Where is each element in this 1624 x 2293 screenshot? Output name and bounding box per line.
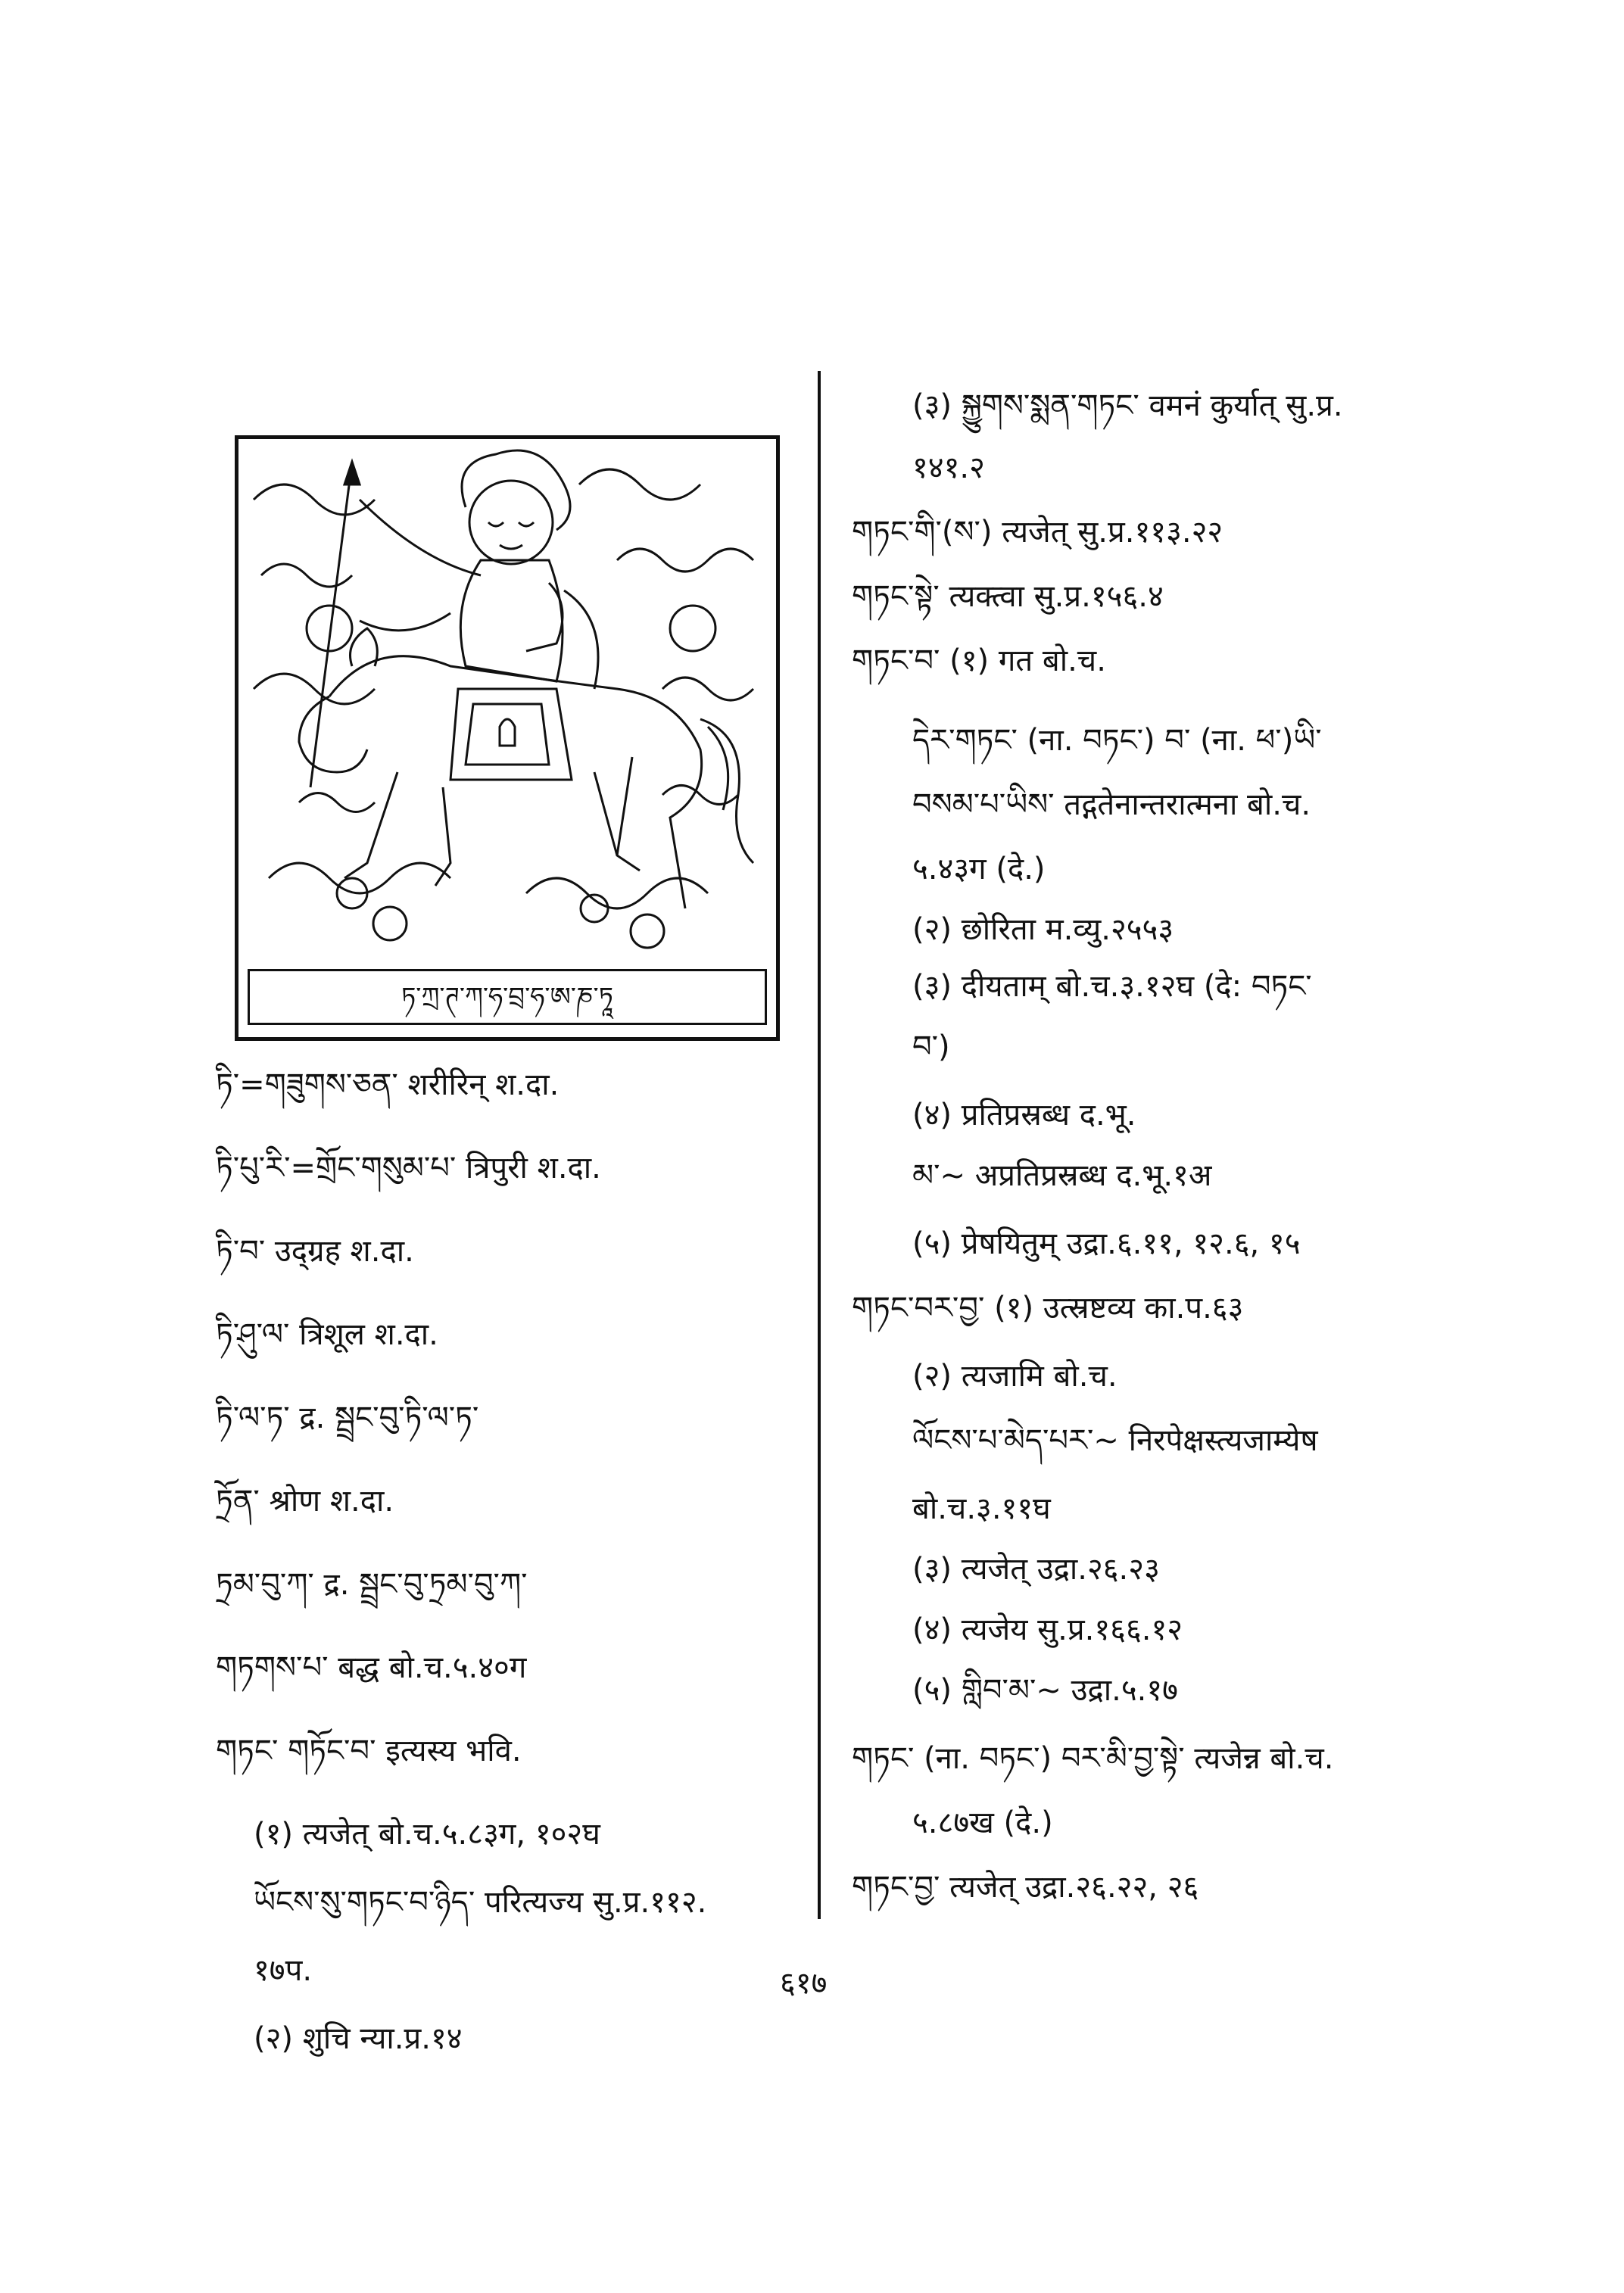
entry-tiba: ཏི་བ་ उद्ग्रह श.दा. bbox=[216, 1234, 414, 1269]
entry-gtangba-sense-3-cont: བ་) bbox=[912, 1030, 950, 1064]
entry-gtangba-sense-3: (३) दीयताम् बो.च.३.१२घ (दे: བཏང་ bbox=[912, 969, 1312, 1004]
entry-dergtang: དེར་གཏང་ (ना. བཏང་) བ་ (ना. ཕ་)ཡི་ bbox=[912, 723, 1322, 758]
entry-gtangba: གཏང་བ་ (१) गत बो.च. bbox=[852, 643, 1106, 678]
entry-gtang: གཏང་ གཏོང་བ་ इत्यस्य भवि. bbox=[216, 1734, 522, 1768]
entry-longspa-ref: बो.च.३.११घ bbox=[912, 1491, 1051, 1526]
entry-gtangbarbya-sense-4: (४) त्यजेय सु.प्र.१६६.१२ bbox=[912, 1612, 1183, 1647]
entry-tipuri: ཏི་པུ་རི་=གྲོང་གསུམ་པ་ त्रिपुरी श.दा. bbox=[216, 1151, 601, 1185]
entry-gtang-barmibya-ref: ५.८७ख (दे.) bbox=[912, 1805, 1053, 1840]
page-number: ६१७ bbox=[780, 1966, 828, 2001]
entry-skyugs-cont: १४१.२ bbox=[912, 450, 985, 485]
entry-gtangste: གཏང་སྟེ་ त्यक्त्वा सु.प्र.१५६.४ bbox=[852, 579, 1164, 614]
entry-ti: ཏི་=གཟུགས་ཅན་ शरीरिन् श.दा. bbox=[216, 1067, 560, 1102]
entry-gtagspa: གཏགས་པ་ बद्ध बो.च.५.४०ग bbox=[216, 1650, 527, 1685]
entry-tishula: ཏི་ཤུ་ལ་ त्रिशूल श.दा. bbox=[216, 1317, 438, 1352]
entry-tron: ཏྲོན་ श्रोण श.दा. bbox=[216, 1484, 394, 1519]
figure-caption: ཏ་ཀྲ་ཊ་ཀ་ཧ་བྲ་ཧ་ཨ་ཎ་ཏཱ bbox=[248, 969, 767, 1025]
woodblock-figure bbox=[235, 435, 780, 1041]
entry-gtangba-sense-4: (४) प्रतिप्रस्रब्ध द.भू. bbox=[912, 1098, 1136, 1132]
entry-gtangbarbya: གཏང་བར་བྱ་ (१) उत्स्रष्टव्य का.प.६३ bbox=[852, 1291, 1244, 1326]
entry-gtangbarbya-sense-5: (५) གླིབ་མ་~ उद्रा.५.१७ bbox=[912, 1673, 1178, 1708]
entry-tilata: ཏི་ལ་ཏ་ द्र. སྦྲང་བུ་ཏི་ལ་ཏ་ bbox=[216, 1400, 479, 1435]
entry-skyugs: (३) སྐྱུགས་སྨན་གཏང་ वमनं कुर्यात् सु.प्र. bbox=[912, 388, 1343, 423]
entry-gtangbya: གཏང་བྱ་ त्यजेत् उद्रा.२६.२२, २६ bbox=[852, 1870, 1199, 1905]
entry-dergtang-ref: ५.४३ग (दे.) bbox=[912, 852, 1046, 886]
entry-gtanggi: གཏང་གི་(ས་) त्यजेत् सु.प्र.११३.२२ bbox=[852, 515, 1223, 550]
entry-gtang-sense-1: (१) त्यजेत् बो.च.५.८३ग, १०२घ bbox=[254, 1817, 600, 1852]
entry-gtang-sense-2: (२) शुचि न्या.प्र.१४ bbox=[254, 2021, 463, 2056]
entry-gtangbarbya-sense-3: (३) त्यजेत् उद्रा.२६.२३ bbox=[912, 1552, 1160, 1587]
entry-longspa: ལོངས་པ་མེད་པར་~ निरपेक्षस्त्यजाम्येष bbox=[912, 1423, 1318, 1458]
entry-gtangba-sense-5: (५) प्रेषयितुम् उद्रा.६.११, १२.६, १५ bbox=[912, 1226, 1301, 1261]
entry-gtangba-negation: མ་~ अप्रतिप्रस्रब्ध द.भू.१अ bbox=[912, 1158, 1212, 1193]
entry-gtangba-sense-2: (२) छोरिता म.व्यु.२५५३ bbox=[912, 912, 1174, 947]
entry-gtang-example: ཡོངས་སུ་གཏང་བ་ཉིད་ परित्यज्य सु.प्र.११२. bbox=[254, 1885, 707, 1920]
entry-gtangbarbya-sense-2: (२) त्यजामि बो.च. bbox=[912, 1359, 1117, 1394]
entry-gtang-example-cont: १७प. bbox=[254, 1953, 313, 1988]
column-divider bbox=[818, 371, 821, 1919]
entry-dergtang-cont: བསམ་པ་ཡིས་ तद्गतेनान्तरात्मना बो.च. bbox=[912, 787, 1311, 822]
mounted-deity-woodblock-icon bbox=[238, 439, 776, 961]
entry-gtang-barmibya: གཏང་ (ना. བཏང་) བར་མི་བྱ་སྟེ་ त्यजेन्न बो.च. bbox=[852, 1741, 1334, 1776]
entry-trambuka: ཏྲམ་བུ་ཀ་ द्र. སྦྲང་བུ་ཏྲམ་བུ་ཀ་ bbox=[216, 1567, 528, 1602]
